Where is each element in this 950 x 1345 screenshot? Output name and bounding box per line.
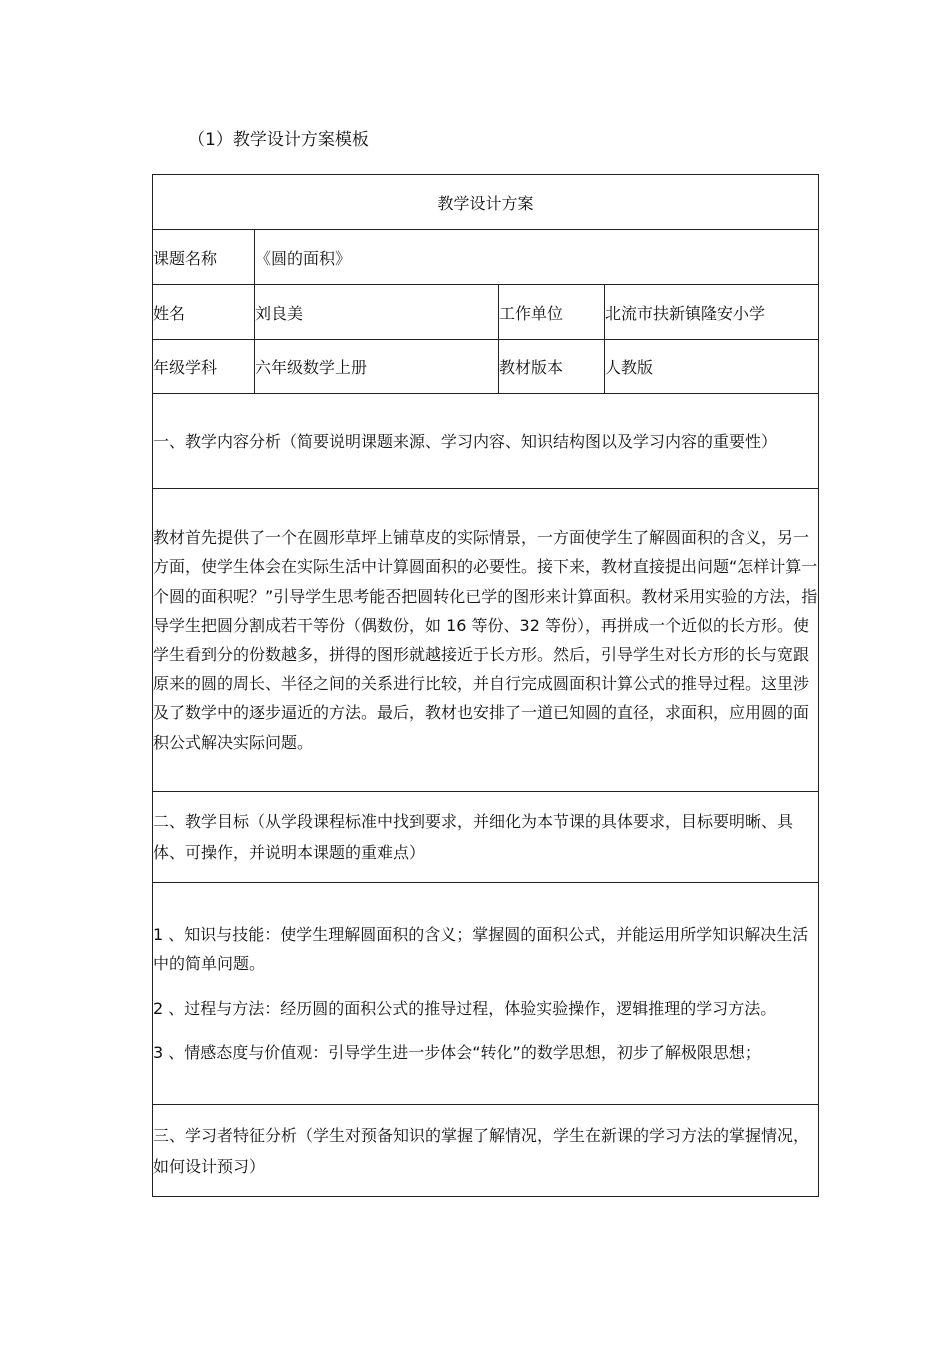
grade-label: 年级学科 bbox=[153, 340, 255, 394]
grade-value: 六年级数学上册 bbox=[255, 340, 499, 394]
edition-value: 人教版 bbox=[605, 340, 819, 394]
goal-knowledge: 1 、知识与技能：使学生理解圆面积的含义；掌握圆的面积公式，并能运用所学知识解决生活中的简单问题。 bbox=[153, 924, 809, 973]
topic-label: 课题名称 bbox=[153, 230, 255, 285]
section1-body: 教材首先提供了一个在圆形草坪上铺草皮的实际情景，一方面使学生了解圆面积的含义，另一方面，使学生体会在实际生活中计算圆面积的必要性。接下来，教材直接提出问题“怎样计算一个圆的面积呢？”引导学生思考能否把圆转化已学的图形来计算面积。教材采用实验的方法，指导学生把圆分割成若干等份（偶数份，如 16 等份、32 等份），再拼成一个近似的长方形。使学生看到分的份数越多，拼得的图形就越接近于长方形。然后，引导学生对长方形的长与宽跟原来的圆的周长、半径之间的关系进行比较，并自行完成圆面积计算公式的推导过程。这里涉及了数学中的逐步逼近的方法。最后，教材也安排了一道已知圆的直径，求面积，应用圆的面积公式解决实际问题。 bbox=[153, 489, 819, 792]
name-value: 刘良美 bbox=[255, 285, 499, 340]
topic-value: 《圆的面积》 bbox=[255, 230, 819, 285]
section2-goals bbox=[153, 883, 819, 1105]
section2-title: 二、教学目标（从学段课程标准中找到要求，并细化为本节课的具体要求，目标要明晰、具体、可操作，并说明本课题的重难点） bbox=[153, 792, 819, 883]
page-heading: （1）教学设计方案模板 bbox=[188, 130, 369, 150]
workplace-label: 工作单位 bbox=[499, 285, 605, 340]
table-title: 教学设计方案 bbox=[153, 175, 819, 230]
section1-title: 一、教学内容分析（简要说明课题来源、学习内容、知识结构图以及学习内容的重要性） bbox=[153, 394, 819, 489]
goal-process: 2 、过程与方法：经历圆的面积公式的推导过程，体验实验操作，逻辑推理的学习方法。 bbox=[153, 998, 777, 1018]
section3-title: 三、学习者特征分析（学生对预备知识的掌握了解情况，学生在新课的学习方法的掌握情况，如何设计预习） bbox=[153, 1105, 819, 1197]
workplace-value: 北流市扶新镇隆安小学 bbox=[605, 285, 819, 340]
lesson-plan-table bbox=[152, 174, 819, 1197]
edition-label: 教材版本 bbox=[499, 340, 605, 394]
name-label: 姓名 bbox=[153, 285, 255, 340]
goal-attitude: 3 、情感态度与价值观：引导学生进一步体会“转化”的数学思想，初步了解极限思想； bbox=[153, 1043, 761, 1062]
